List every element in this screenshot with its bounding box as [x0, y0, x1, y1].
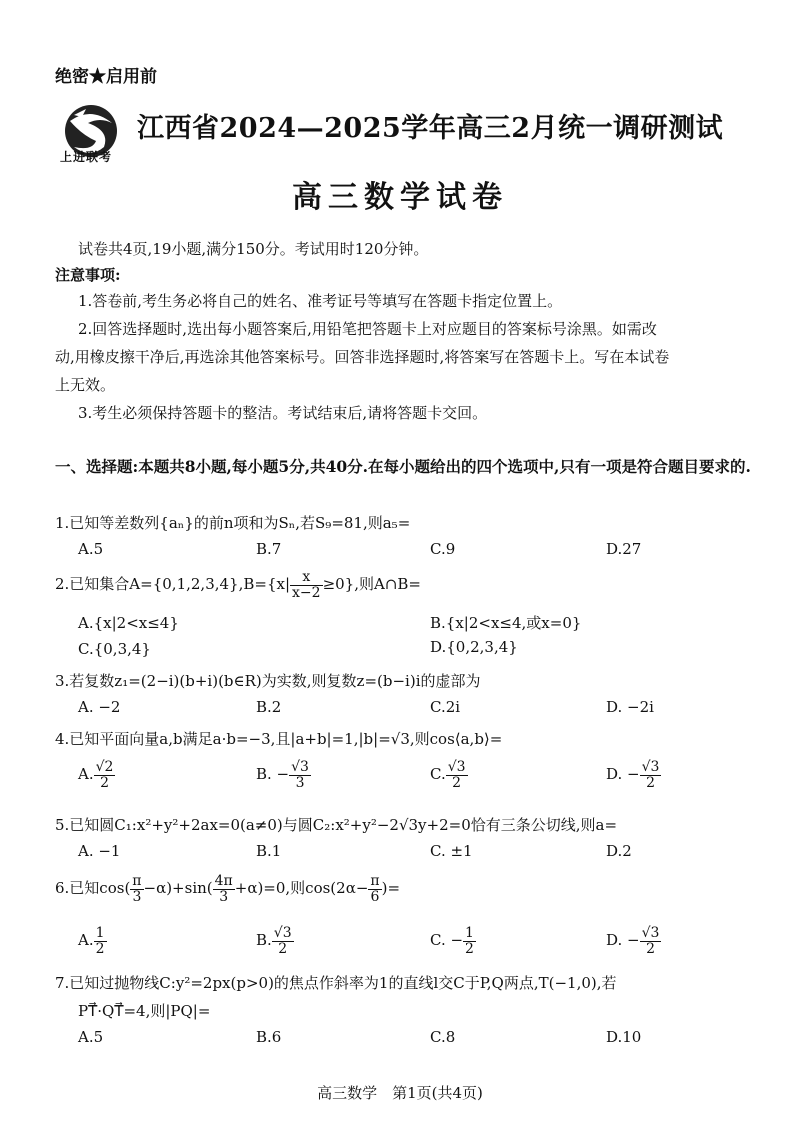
notice-item-3: 3.考生必须保持答题卡的整洁。考试结束后,请将答题卡交回。: [78, 404, 488, 422]
question-2-stem: [55, 570, 421, 600]
question-6-option-b: [256, 926, 294, 956]
notice-item-2-line-2: 动,用橡皮擦干净后,再选涂其他答案标号。回答非选择题时,将答案写在答题卡上。写在本试卷: [55, 348, 670, 366]
question-6-stem-a: 6.已知cos(: [55, 879, 131, 898]
fraction-numerator: π: [132, 873, 142, 889]
question-6-option-c: [430, 926, 476, 956]
fraction-denominator: 2: [452, 774, 462, 791]
question-5-stem: 5.已知圆C₁:x²+y²+2ax=0(a≠0)与圆C₂:x²+y²−2√3y+2=0恰有三条公切线,则a=: [55, 816, 618, 834]
option-label: D. −: [606, 931, 640, 950]
question-2-option-b: B.{x|2<x≤4,或x=0}: [430, 614, 582, 632]
question-6-option-a: [78, 926, 107, 956]
fraction-denominator: 2: [646, 940, 655, 957]
question-3-option-c: C.2i: [430, 698, 461, 716]
question-6-fraction-3: [368, 874, 381, 904]
question-1-option-b: B.7: [256, 540, 282, 558]
fraction-numerator: √3: [273, 925, 292, 941]
option-label: C. −: [430, 931, 464, 950]
fraction-denominator: x−2: [292, 584, 321, 601]
notice-heading: 注意事项:: [55, 266, 121, 284]
option-label: C.: [430, 765, 446, 784]
question-6-stem-d: )=: [381, 879, 401, 898]
fraction-numerator: √3: [641, 759, 660, 775]
question-4-option-b: [256, 760, 311, 790]
fraction-numerator: √3: [447, 759, 466, 775]
fraction-denominator: 6: [370, 888, 380, 905]
fraction-denominator: 2: [95, 940, 105, 957]
fraction-numerator: √3: [641, 925, 660, 941]
question-5-option-c: C. ±1: [430, 842, 473, 860]
fraction-denominator: 2: [278, 940, 288, 957]
question-1-stem: 1.已知等差数列{aₙ}的前n项和为Sₙ,若S₉=81,则a₅=: [55, 514, 411, 532]
question-7-stem-line-2: PT⃗·QT⃗=4,则|PQ|=: [78, 1002, 211, 1020]
notice-item-2-line-3: 上无效。: [55, 376, 116, 394]
question-3-option-b: B.2: [256, 698, 282, 716]
question-5-option-a: A. −1: [78, 842, 121, 860]
option-label: B.: [256, 931, 272, 950]
option-label: A.: [78, 931, 94, 950]
question-4-option-c: [430, 760, 468, 790]
question-2-fraction: [290, 570, 323, 600]
subject-title: 高三数学试卷: [292, 180, 508, 215]
question-3-stem: 3.若复数z₁=(2−i)(b+i)(b∈R)为实数,则复数z=(b−i)i的虚部为: [55, 672, 481, 690]
question-7-option-a: A.5: [78, 1028, 104, 1046]
question-6-stem-b: −α)+sin(: [143, 879, 213, 898]
question-1-option-a: A.5: [78, 540, 104, 558]
option-label: D. −: [606, 765, 640, 784]
question-4-stem: 4.已知平面向量a,b满足a·b=−3,且|a+b|=1,|b|=√3,则cos⟨a,b⟩=: [55, 730, 503, 748]
question-1-option-d: D.27: [606, 540, 642, 558]
question-7-option-d: D.10: [606, 1028, 642, 1046]
option-label: B. −: [256, 765, 290, 784]
question-2-option-d: D.{0,2,3,4}: [430, 638, 518, 656]
fraction-numerator: 1: [465, 925, 474, 941]
question-5-option-d: D.2: [606, 842, 632, 860]
fraction-denominator: 3: [295, 774, 305, 791]
logo-caption: 上进联考: [60, 150, 113, 164]
fraction-denominator: 2: [100, 774, 109, 791]
question-5-option-b: B.1: [256, 842, 282, 860]
notice-item-1: 1.答卷前,考生务必将自己的姓名、准考证号等填写在答题卡指定位置上。: [78, 292, 563, 310]
question-1-option-c: C.9: [430, 540, 456, 558]
question-2-stem-b: ≥0},则A∩B=: [322, 575, 421, 594]
fraction-numerator: √2: [95, 759, 114, 775]
exam-summary: 试卷共4页,19小题,满分150分。考试用时120分钟。: [78, 240, 429, 258]
option-label: A.: [78, 765, 94, 784]
question-6-fraction-1: [130, 874, 143, 904]
fraction-denominator: 2: [465, 940, 474, 957]
question-6-stem-c: +α)=0,则cos(2α−: [234, 879, 369, 898]
fraction-numerator: π: [370, 873, 380, 889]
fraction-denominator: 3: [219, 888, 229, 905]
question-4-option-d: [606, 760, 661, 790]
question-4-option-a: [78, 760, 115, 790]
question-6-fraction-2: [213, 874, 235, 904]
fraction-denominator: 2: [646, 774, 655, 791]
fraction-numerator: 4π: [214, 873, 233, 889]
question-2-option-a: A.{x|2<x≤4}: [78, 614, 179, 632]
question-2-option-c: C.{0,3,4}: [78, 640, 151, 658]
exam-title: 江西省2024—2025学年高三2月统一调研测试: [137, 113, 724, 144]
question-6-stem: [55, 874, 400, 904]
fraction-denominator: 3: [132, 888, 142, 905]
fraction-numerator: x: [290, 570, 323, 586]
notice-item-2-line-1: 2.回答选择题时,选出每小题答案后,用铅笔把答题卡上对应题目的答案标号涂黑。如需改: [78, 320, 657, 338]
fraction-numerator: √3: [291, 759, 309, 775]
fraction-numerator: 1: [95, 925, 105, 941]
question-7-option-b: B.6: [256, 1028, 282, 1046]
section-1-heading: 一、选择题:本题共8小题,每小题5分,共40分.在每小题给出的四个选项中,只有一项是符合题目要求的.: [55, 457, 751, 476]
question-7-option-c: C.8: [430, 1028, 456, 1046]
confidential-label: 绝密★启用前: [55, 67, 157, 87]
question-3-option-a: A. −2: [78, 698, 121, 716]
page-footer: 高三数学 第1页(共4页): [317, 1084, 483, 1102]
question-2-stem-a: 2.已知集合A={0,1,2,3,4},B={x|: [55, 575, 291, 594]
question-3-option-d: D. −2i: [606, 698, 654, 716]
question-6-option-d: [606, 926, 661, 956]
question-7-stem-line-1: 7.已知过抛物线C:y²=2px(p>0)的焦点作斜率为1的直线l交C于P,Q两点,T(−1,0),若: [55, 974, 617, 992]
